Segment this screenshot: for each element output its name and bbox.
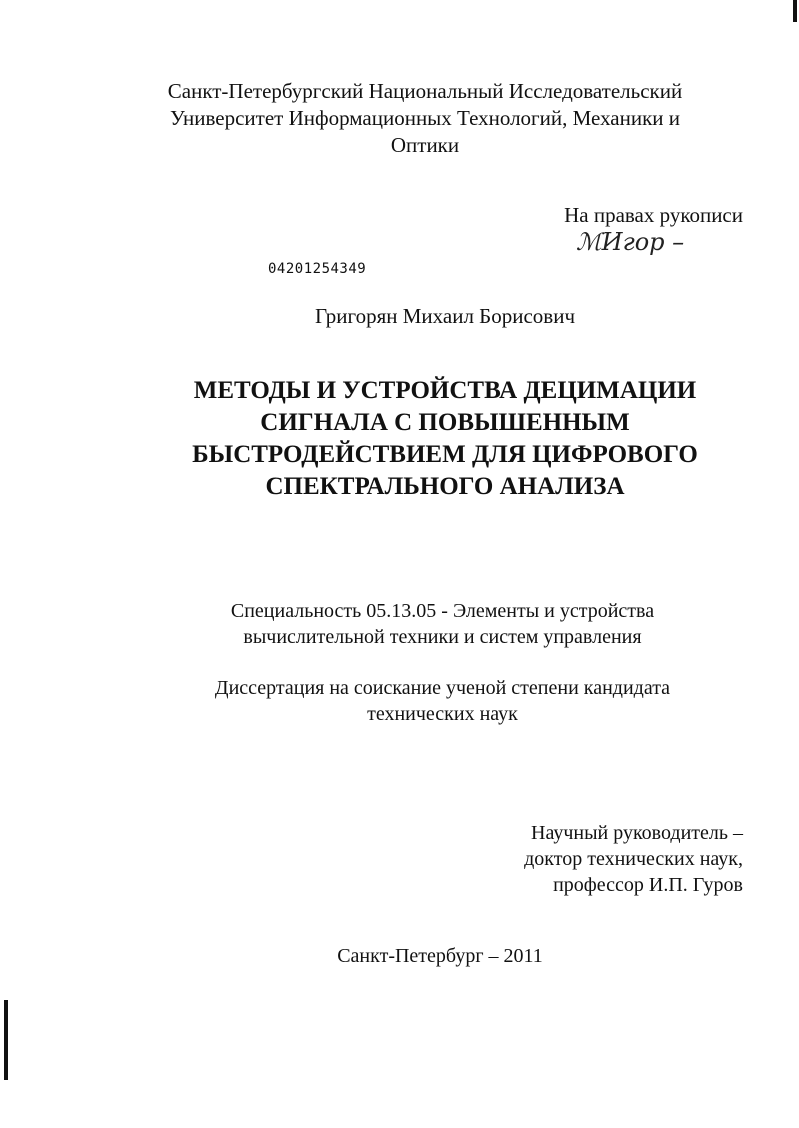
signature: ℳИгор – — [576, 228, 685, 256]
title-line: МЕТОДЫ И УСТРОЙСТВА ДЕЦИМАЦИИ — [193, 377, 697, 404]
manuscript-rights: На правах рукописи — [564, 203, 743, 227]
supervisor-line: Научный руководитель – — [531, 822, 743, 844]
registry-code: 04201254349 — [268, 261, 367, 277]
title-line: СПЕКТРАЛЬНОГО АНАЛИЗА — [265, 473, 625, 500]
degree-statement — [170, 675, 715, 727]
scan-edge-mark — [793, 0, 797, 22]
specialty-line: Специальность 05.13.05 - Элементы и устройства — [230, 600, 655, 622]
degree-line: технических наук — [367, 703, 518, 725]
specialty — [170, 598, 715, 650]
university-line: Оптики — [390, 133, 460, 157]
city-year: Санкт-Петербург – 2011 — [337, 945, 543, 967]
dissertation-title — [145, 375, 745, 503]
university-line: Университет Информационных Технологий, Механики и — [169, 106, 681, 130]
university-name — [145, 78, 705, 159]
university-line: Санкт-Петербургский Национальный Исследовательский — [167, 79, 683, 103]
supervisor — [524, 820, 743, 898]
supervisor-line: профессор И.П. Гуров — [553, 874, 743, 896]
supervisor-line: доктор технических наук, — [524, 848, 743, 870]
author-name: Григорян Михаил Борисович — [314, 304, 576, 328]
scan-edge-mark — [4, 1000, 8, 1080]
title-line: СИГНАЛА С ПОВЫШЕННЫМ — [260, 409, 630, 436]
title-line: БЫСТРОДЕЙСТВИЕМ ДЛЯ ЦИФРОВОГО — [192, 441, 698, 468]
specialty-line: вычислительной техники и систем управления — [243, 626, 642, 648]
degree-line: Диссертация на соискание ученой степени кандидата — [214, 677, 671, 699]
